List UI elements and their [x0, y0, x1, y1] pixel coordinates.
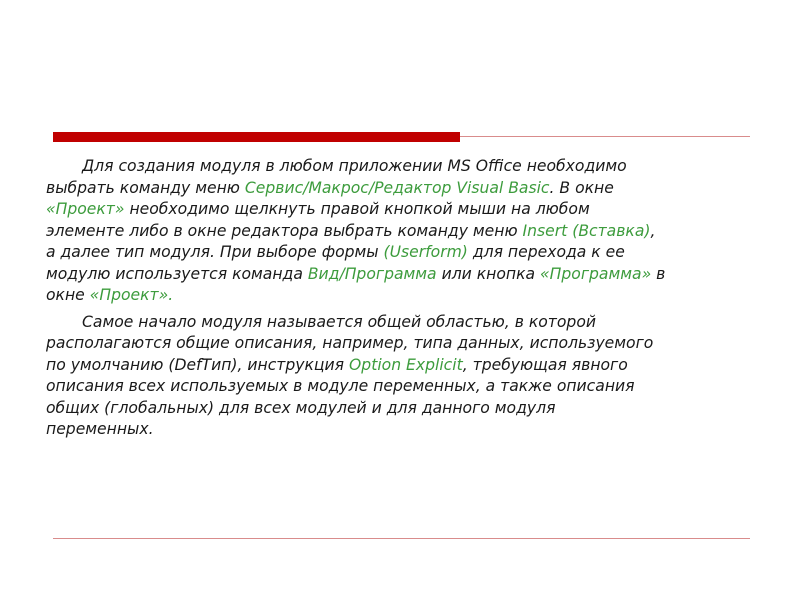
text-line [46, 264, 756, 286]
text-line [46, 242, 756, 264]
text-segment: общих (глобальных) для всех модулей и для данного модуля [46, 398, 556, 417]
highlighted-term: «Проект» [46, 200, 125, 218]
text-line [46, 419, 756, 441]
highlighted-term: «Проект». [89, 286, 174, 304]
text-segment: по умолчанию (DefТип), инструкция [46, 355, 350, 374]
highlighted-term: Option Explicit [349, 355, 463, 374]
text-segment: в [651, 264, 666, 283]
text-line [46, 376, 756, 398]
top-divider [53, 132, 750, 142]
text-segment: переменных. [46, 420, 154, 438]
text-line [46, 312, 756, 334]
text-line [46, 398, 756, 420]
highlighted-term: Insert (Вставка) [522, 221, 651, 240]
text-segment: а далее тип модуля. При выборе формы [46, 243, 384, 261]
text-segment: описания всех используемых в модуле переменных, а также описания [46, 377, 635, 395]
text-segment: модулю используется команда [46, 264, 308, 283]
text-segment: элементе либо в окне редактора выбрать команду меню [46, 221, 523, 240]
text-line [46, 199, 756, 221]
text-segment: выбрать команду меню [46, 178, 245, 197]
paragraph [46, 312, 756, 441]
text-segment: . В окне [549, 178, 614, 197]
text-line [46, 156, 756, 178]
highlighted-term: Сервис/Макрос/Редактор Visual Basic [244, 178, 550, 197]
text-line [46, 285, 756, 307]
text-segment: располагаются общие описания, например, типа данных, используемого [46, 334, 654, 352]
paragraph [46, 156, 756, 307]
top-accent-bar [53, 132, 460, 142]
text-segment: или кнопка [436, 264, 541, 283]
body-text [46, 156, 756, 441]
text-segment: необходимо щелкнуть правой кнопкой мыши на любом [124, 200, 590, 218]
text-line [46, 355, 756, 377]
text-segment: Самое начало модуля называется общей областью, в которой [82, 312, 596, 331]
text-segment: для перехода к ее [467, 243, 625, 261]
text-segment: , [650, 221, 656, 240]
highlighted-term: «Программа» [540, 264, 652, 283]
text-line [46, 221, 756, 243]
text-line [46, 333, 756, 355]
text-segment: , требующая явного [462, 355, 628, 374]
text-segment: Для создания модуля в любом приложении MS Office необходимо [82, 157, 627, 175]
bottom-divider-line [53, 538, 750, 539]
text-line [46, 178, 756, 200]
text-segment: окне [46, 286, 90, 304]
highlighted-term: (Userform) [383, 243, 468, 261]
highlighted-term: Вид/Программа [307, 264, 437, 283]
top-divider-line [460, 136, 750, 137]
